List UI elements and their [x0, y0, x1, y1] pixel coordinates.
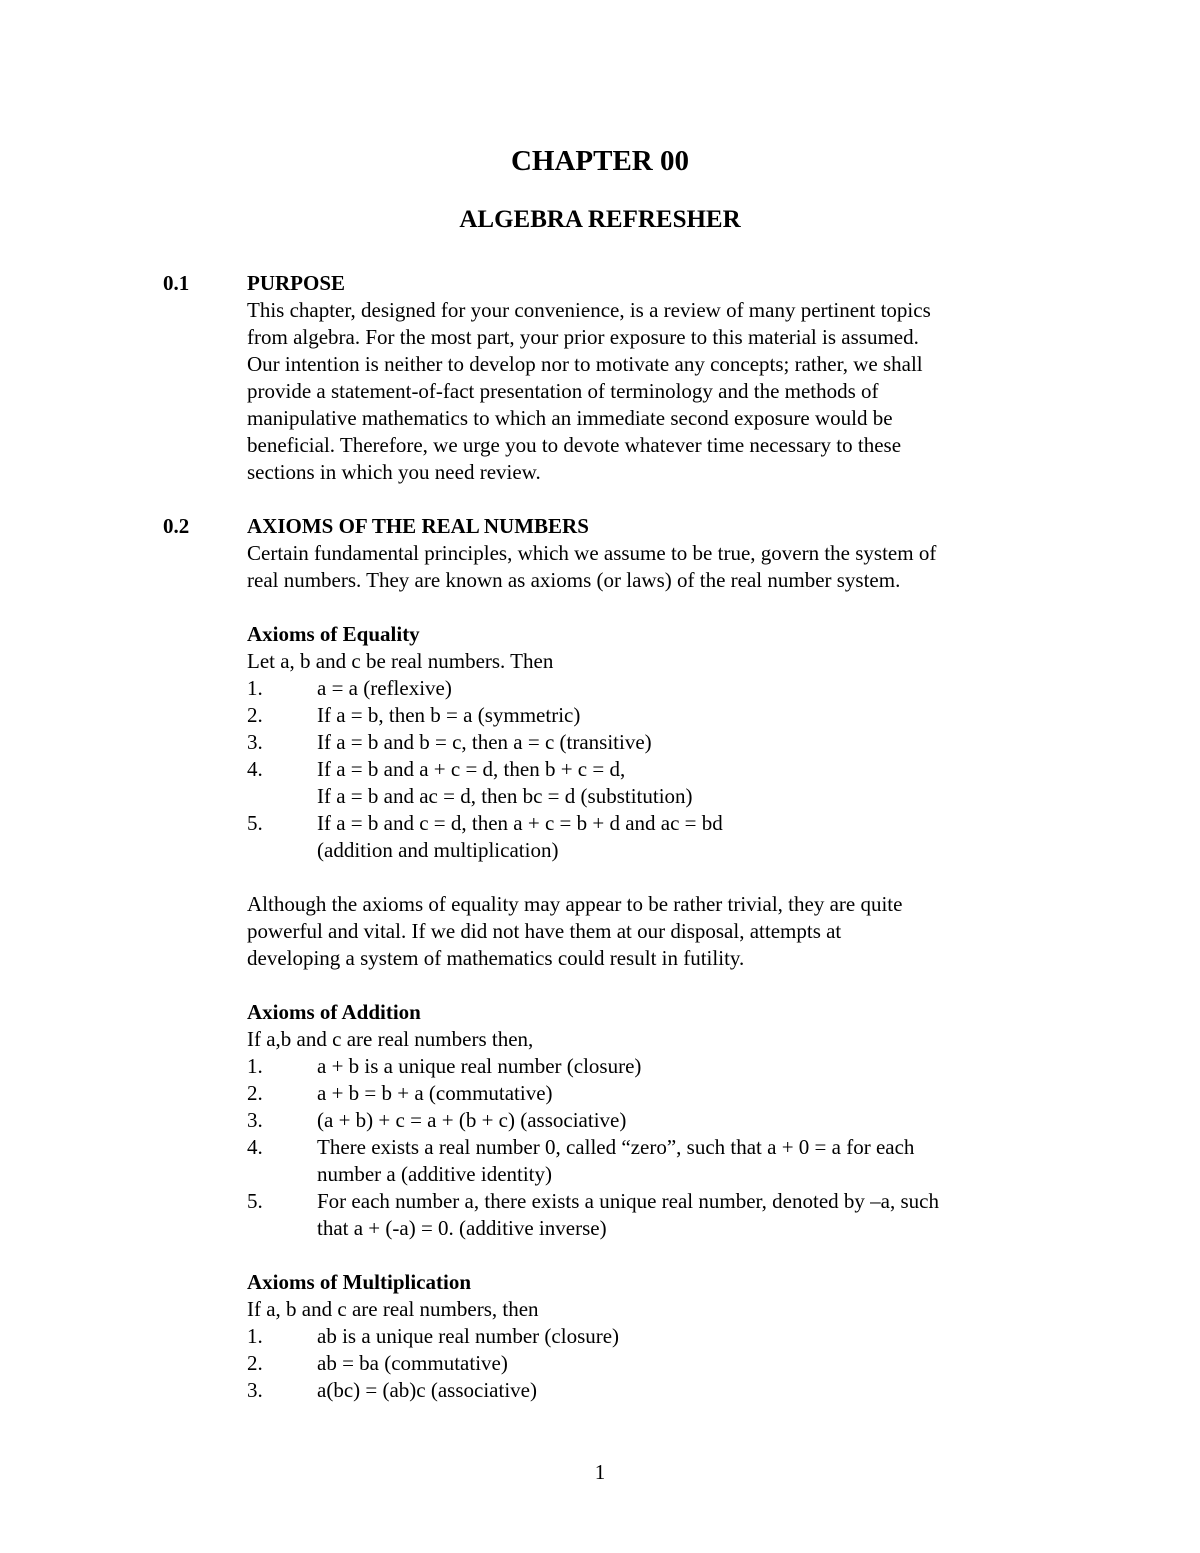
list-item: a = a (reflexive) [317, 676, 452, 700]
list-number: 2. [247, 1351, 263, 1375]
list-number: 3. [247, 1108, 263, 1132]
page-number: 1 [594, 1460, 606, 1484]
list-item: If a = b, then b = a (symmetric) [317, 703, 581, 727]
paragraph-line: Although the axioms of equality may appear to be rather trivial, they are quite [247, 892, 903, 916]
list-number: 5. [247, 1189, 263, 1213]
paragraph-line: powerful and vital. If we did not have them at our disposal, attempts at [247, 919, 842, 943]
list-number: 4. [247, 757, 263, 781]
list-number: 5. [247, 811, 263, 835]
list-number: 2. [247, 1081, 263, 1105]
paragraph-line: sections in which you need review. [247, 460, 541, 484]
subsection-heading: Axioms of Addition [247, 1000, 421, 1024]
paragraph-line: manipulative mathematics to which an immediate second exposure would be [247, 406, 893, 430]
paragraph-line: Our intention is neither to develop nor to motivate any concepts; rather, we shall [247, 352, 923, 376]
list-number: 2. [247, 703, 263, 727]
paragraph-line: This chapter, designed for your convenience, is a review of many pertinent topics [247, 298, 931, 322]
list-item: For each number a, there exists a unique real number, denoted by –a, such [317, 1189, 939, 1213]
list-item: number a (additive identity) [317, 1162, 553, 1186]
list-item: that a + (-a) = 0. (additive inverse) [317, 1216, 607, 1240]
list-number: 3. [247, 1378, 263, 1402]
subsection-heading: Axioms of Multiplication [247, 1270, 471, 1294]
list-intro: If a, b and c are real numbers, then [247, 1297, 539, 1321]
list-item: ab is a unique real number (closure) [317, 1324, 620, 1348]
section-heading: AXIOMS OF THE REAL NUMBERS [247, 514, 589, 538]
paragraph-line: provide a statement-of-fact presentation of terminology and the methods of [247, 379, 879, 403]
paragraph-line: developing a system of mathematics could result in futility. [247, 946, 745, 970]
section-heading: PURPOSE [247, 271, 346, 295]
list-item: (a + b) + c = a + (b + c) (associative) [317, 1108, 627, 1132]
list-number: 4. [247, 1135, 263, 1159]
list-item: If a = b and c = d, then a + c = b + d and ac = bd [317, 811, 723, 835]
list-number: 3. [247, 730, 263, 754]
chapter-title: ALGEBRA REFRESHER [459, 206, 741, 233]
section-number: 0.2 [163, 514, 190, 538]
list-item: a(bc) = (ab)c (associative) [317, 1378, 537, 1402]
subsection-heading: Axioms of Equality [247, 622, 420, 646]
list-item: ab = ba (commutative) [317, 1351, 508, 1375]
list-item: If a = b and a + c = d, then b + c = d, [317, 757, 626, 781]
section-number: 0.1 [163, 271, 190, 295]
list-item: There exists a real number 0, called “zero”, such that a + 0 = a for each [317, 1135, 915, 1159]
list-intro: If a,b and c are real numbers then, [247, 1027, 534, 1051]
paragraph-line: real numbers. They are known as axioms (or laws) of the real number system. [247, 568, 901, 592]
paragraph-line: from algebra. For the most part, your prior exposure to this material is assumed. [247, 325, 919, 349]
list-number: 1. [247, 1054, 263, 1078]
paragraph-line: Certain fundamental principles, which we assume to be true, govern the system of [247, 541, 937, 565]
chapter-heading: CHAPTER 00 [510, 145, 690, 177]
list-item: a + b = b + a (commutative) [317, 1081, 553, 1105]
list-number: 1. [247, 676, 263, 700]
list-item: a + b is a unique real number (closure) [317, 1054, 642, 1078]
list-item: (addition and multiplication) [317, 838, 559, 862]
list-intro: Let a, b and c be real numbers. Then [247, 649, 554, 673]
list-item: If a = b and ac = d, then bc = d (substitution) [317, 784, 693, 808]
list-item: If a = b and b = c, then a = c (transitive) [317, 730, 652, 754]
paragraph-line: beneficial. Therefore, we urge you to devote whatever time necessary to these [247, 433, 902, 457]
list-number: 1. [247, 1324, 263, 1348]
